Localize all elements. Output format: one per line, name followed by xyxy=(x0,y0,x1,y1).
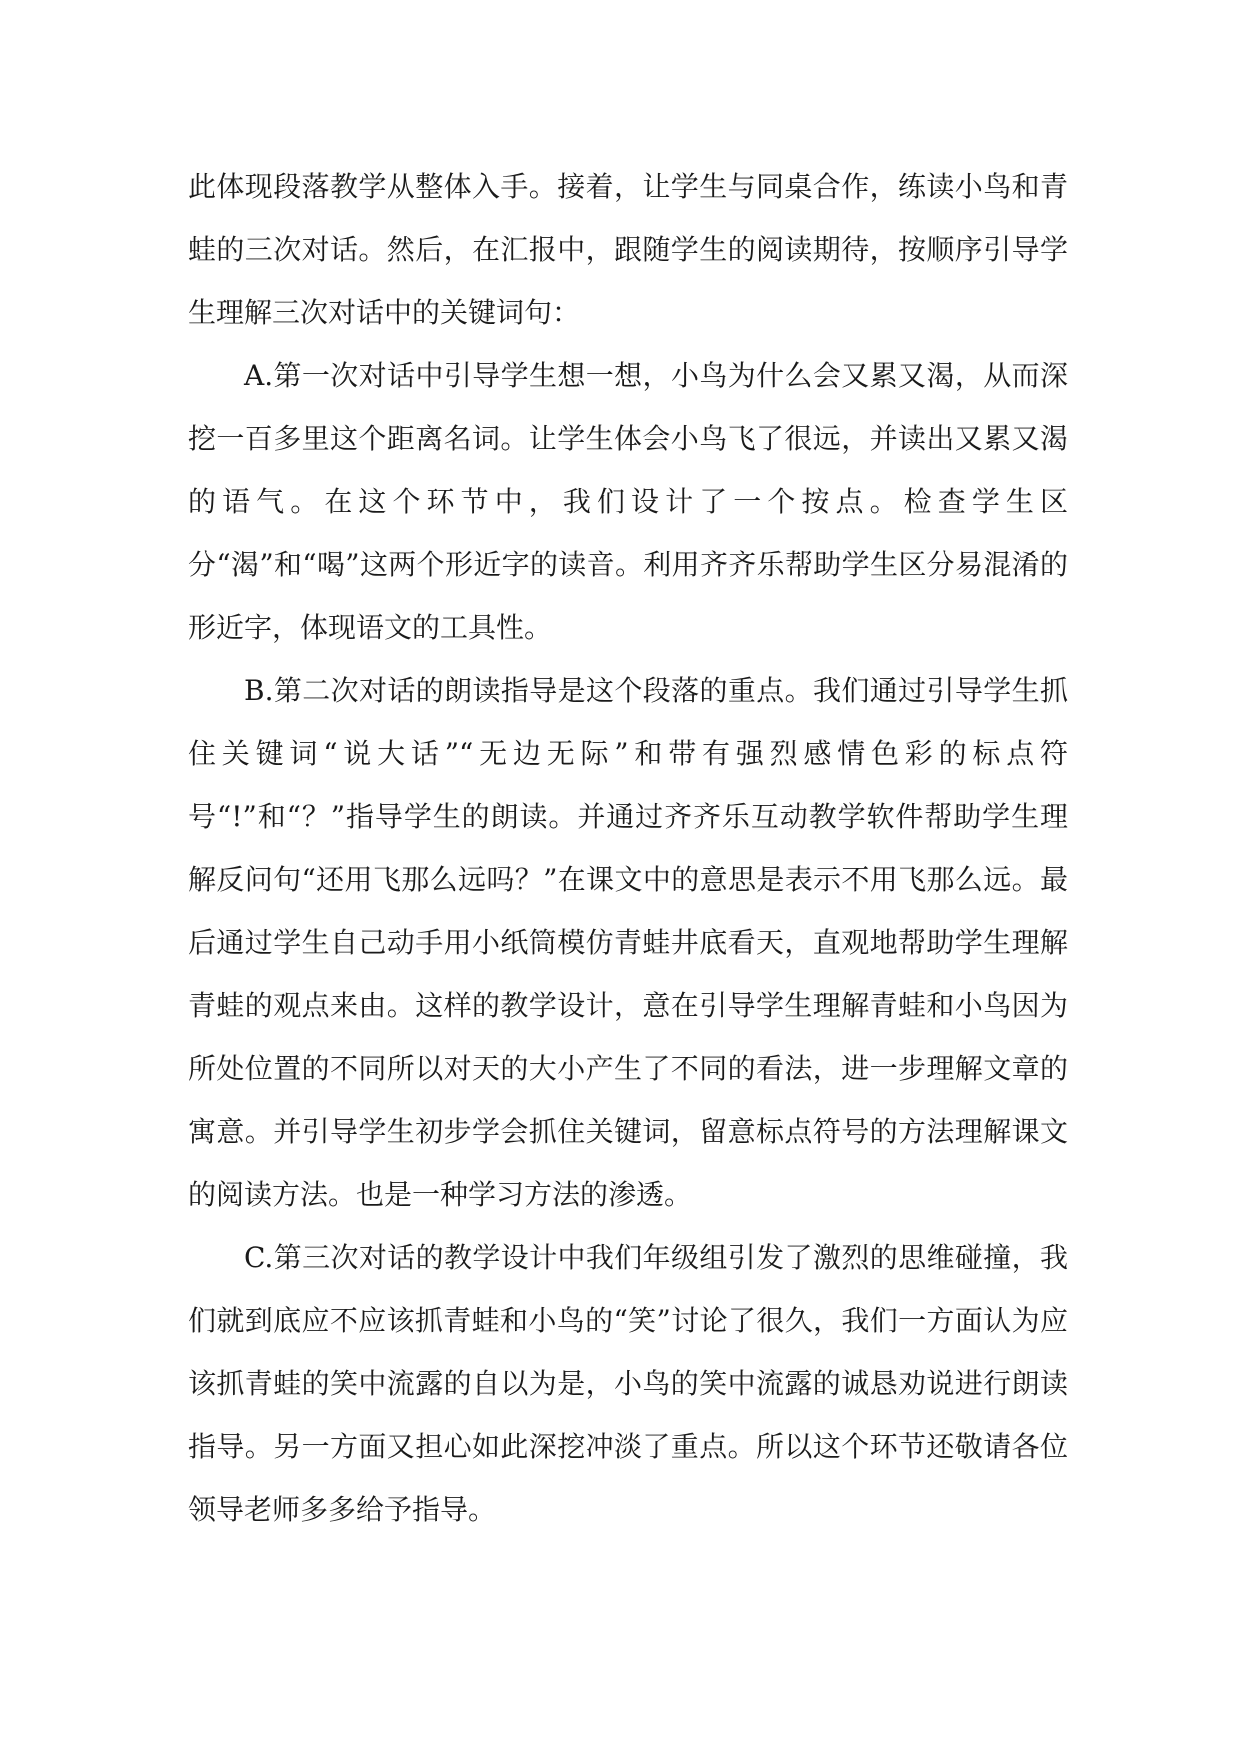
paragraph-b: B.第二次对话的朗读指导是这个段落的重点。我们通过引导学生抓住关键词“说大话”“无边无际”和带有强烈感情色彩的标点符号“!”和“？”指导学生的朗读。并通过齐齐乐互动教学软件帮助学生理解反问句“还用飞那么远吗？”在课文中的意思是表示不用飞那么远。最后通过学生自己动手用小纸筒模仿青蛙井底看天，直观地帮助学生理解青蛙的观点来由。这样的教学设计，意在引导学生理解青蛙和小鸟因为所处位置的不同所以对天的大小产生了不同的看法，进一步理解文章的寓意。并引导学生初步学会抓住关键词，留意标点符号的方法理解课文的阅读方法。也是一种学习方法的渗透。 xyxy=(188,674,1068,1211)
paragraph-a: A.第一次对话中引导学生想一想，小鸟为什么会又累又渴，从而深挖一百多里这个距离名词。让学生体会小鸟飞了很远，并读出又累又渴的语气。在这个环节中，我们设计了一个按点。检查学生区分“渴”和“喝”这两个形近字的读音。利用齐齐乐帮助学生区分易混淆的形近字，体现语文的工具性。 xyxy=(188,359,1068,644)
document-body xyxy=(188,155,1068,1541)
paragraph-c: C.第三次对话的教学设计中我们年级组引发了激烈的思维碰撞，我们就到底应不应该抓青蛙和小鸟的“笑”讨论了很久，我们一方面认为应该抓青蛙的笑中流露的自以为是，小鸟的笑中流露的诚恳劝说进行朗读指导。另一方面又担心如此深挖冲淡了重点。所以这个环节还敬请各位领导老师多多给予指导。 xyxy=(188,1241,1068,1526)
paragraph-intro: 此体现段落教学从整体入手。接着，让学生与同桌合作，练读小鸟和青蛙的三次对话。然后，在汇报中，跟随学生的阅读期待，按顺序引导学生理解三次对话中的关键词句： xyxy=(188,170,1068,329)
